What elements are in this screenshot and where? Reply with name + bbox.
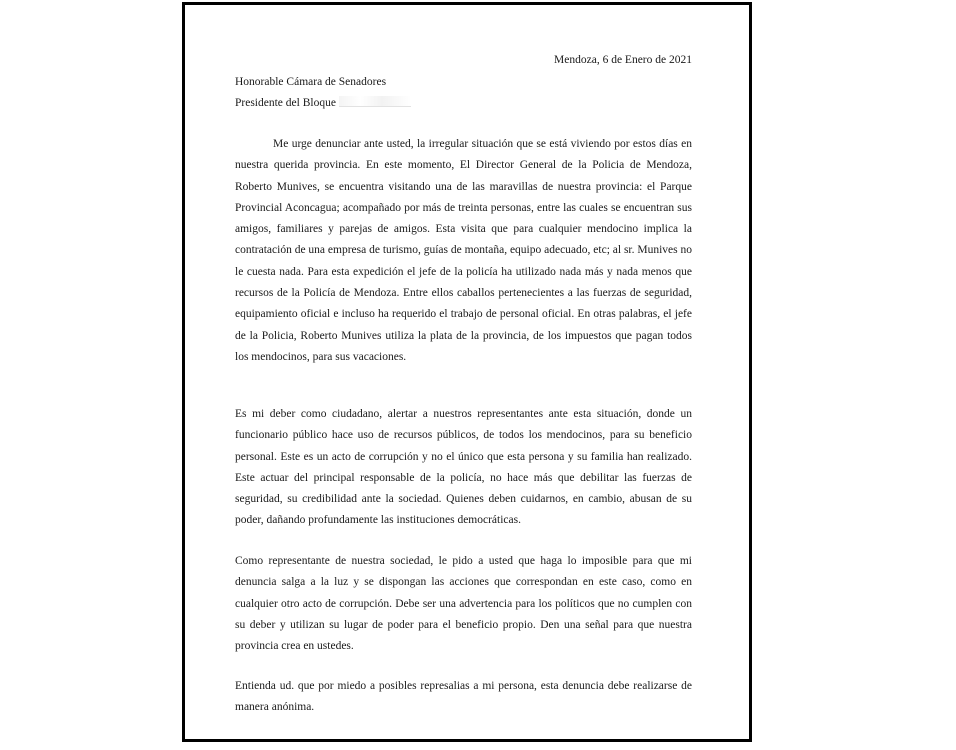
recipient-title: Presidente del Bloque [235, 97, 336, 110]
document-page [182, 2, 752, 742]
recipient-title-line [235, 93, 411, 114]
letter-recipient [235, 72, 411, 115]
recipient-institution: Honorable Cámara de Senadores [235, 76, 387, 88]
paragraph-anonymity: Entienda ud. que por miedo a posibles represalias a mi persona, esta denuncia debe realizarse de manera anónima. [235, 680, 692, 714]
letter-date: Mendoza, 6 de Enero de 2021 [554, 54, 692, 66]
paragraph-citizen-duty: Es mi deber como ciudadano, alertar a nuestros representantes ante esta situación, donde un funcionario público hace uso de recursos públicos, de todos los mendocinos, para su beneficio personal. Este es un acto de corrupción y no el único que esta persona y su familia han realizado. Este actuar del principal responsable de la policía, no hace más que debilitar las fuerzas de seguridad, su credibilidad ante la sociedad. Quienes deben cuidarnos, en cambio, abusan de su poder, dañando profundamente las instituciones democráticas. [235, 408, 692, 527]
redacted-name-mark [339, 96, 411, 107]
paragraph-request: Como representante de nuestra sociedad, le pido a usted que haga lo imposible para que mi denuncia salga a la luz y se dispongan las acciones que correspondan en este caso, como en cualquier otro acto de corrupción. Debe ser una advertencia para los políticos que no cumplen con su deber y utilizan su lugar de poder para el beneficio propio. Den una señal para que nuestra provincia crea en ustedes. [235, 555, 692, 653]
paragraph-complaint: Me urge denunciar ante usted, la irregular situación que se está viviendo por estos días en nuestra querida provincia. En este momento, El Director General de la Policia de Mendoza, Roberto Munives, se encuentra visitando una de las maravillas de nuestra provincia: el Parque Provincial Aconcagua; acompañado por más de treinta personas, entre las cuales se encuentran sus amigos, familiares y parejas de amigos. Esta visita que para cualquier mendocino implica la contratación de una empresa de turismo, guías de montaña, equipo adecuado, etc; al sr. Munives no le cuesta nada. Para esta expedición el jefe de la policía ha utilizado nada más y nada menos que recursos de la Policía de Mendoza. Entre ellos caballos pertenecientes a las fuerzas de seguridad, equipamiento oficial e incluso ha requerido el trabajo de personal oficial. En otras palabras, el jefe de la Policia, Roberto Munives utiliza la plata de la provincia, de los impuestos que pagan todos los mendocinos, para sus vacaciones. [235, 138, 692, 363]
